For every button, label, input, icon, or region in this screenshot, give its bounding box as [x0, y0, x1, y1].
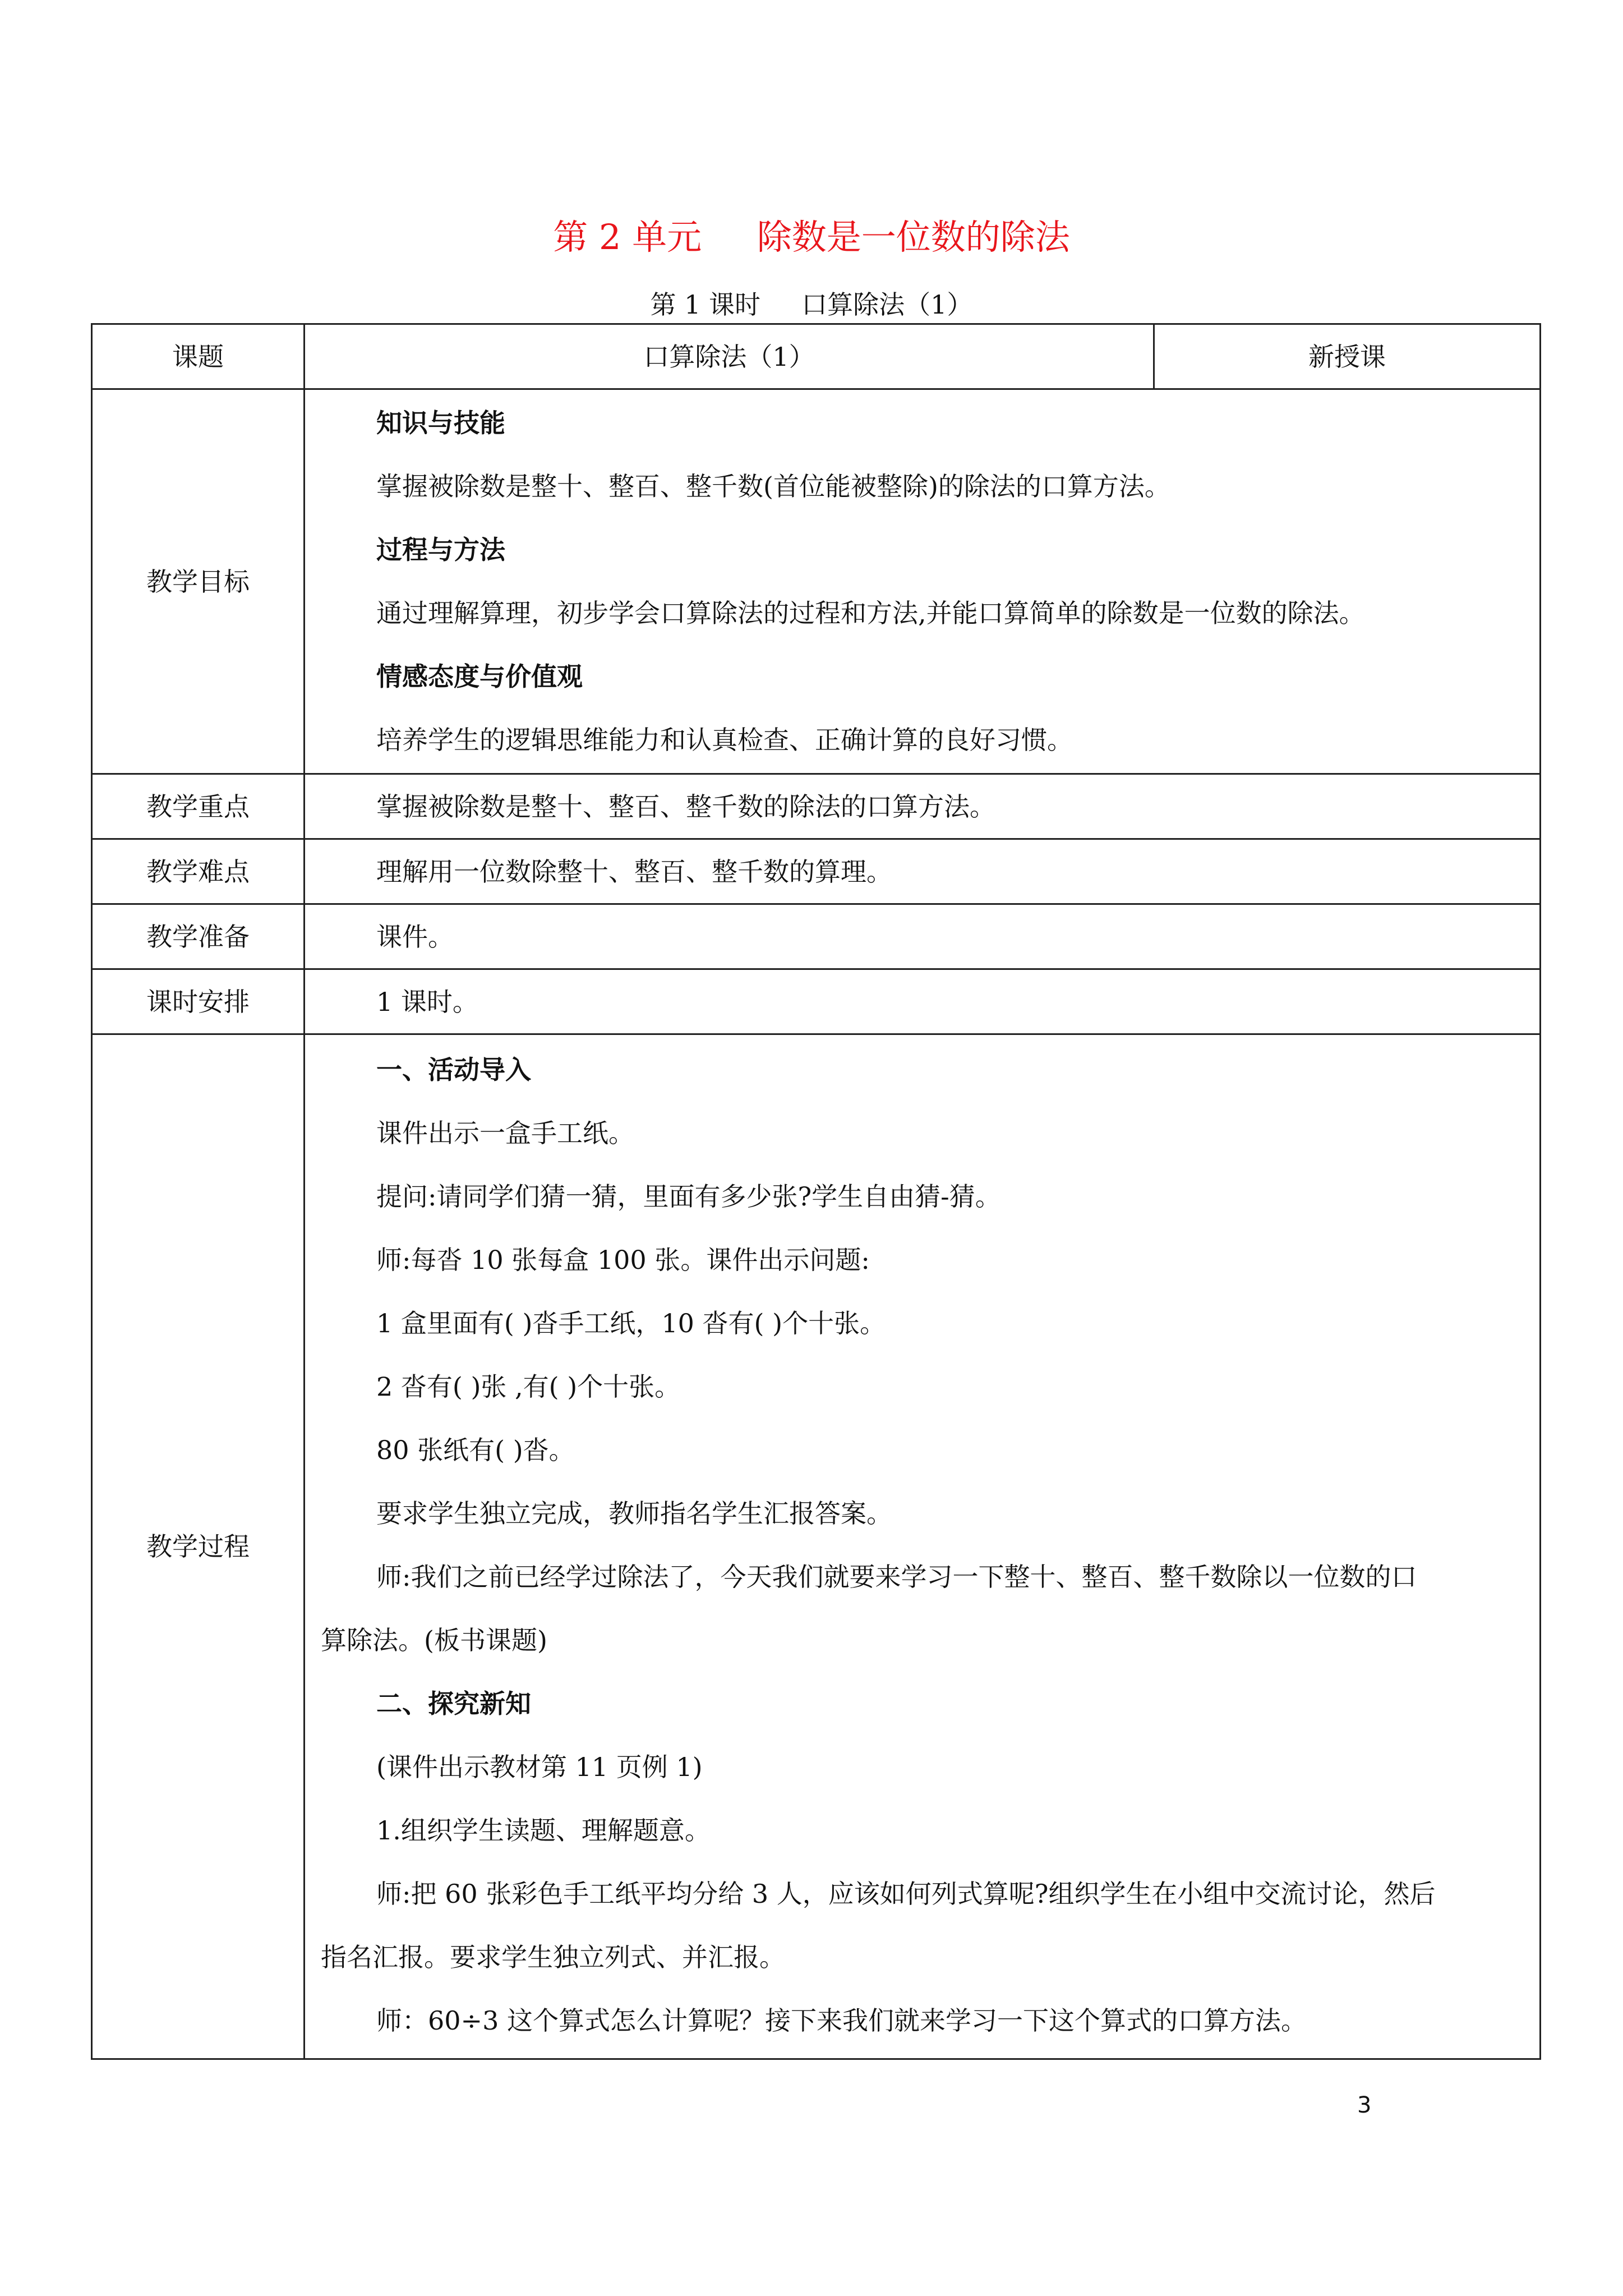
section-heading: 一、活动导入 — [376, 1055, 531, 1085]
objective-text: 通过理解算理，初步学会口算除法的过程和方法,并能口算简单的除数是一位数的除法。 — [376, 597, 1365, 628]
lesson-subtitle: 第 1 课时 口算除法（1） — [650, 289, 973, 320]
lesson-type: 新授课 — [1154, 324, 1541, 389]
schedule-label: 课时安排 — [92, 969, 305, 1034]
key-point-text: 掌握被除数是整十、整百、整千数的除法的口算方法。 — [376, 791, 995, 822]
key-point-value — [305, 774, 1541, 839]
process-text: 课件出示一盒手工纸。 — [376, 1118, 634, 1148]
difficulty-text: 理解用一位数除整十、整百、整千数的算理。 — [376, 856, 892, 887]
row-key-point — [92, 774, 1541, 839]
objective-text: 培养学生的逻辑思维能力和认真检查、正确计算的良好习惯。 — [376, 724, 1073, 755]
row-topic — [92, 324, 1541, 389]
row-process — [92, 1034, 1541, 2059]
section-heading: 过程与方法 — [376, 534, 505, 565]
lesson-plan-table — [91, 323, 1541, 2060]
process-text: 1.组织学生读题、理解题意。 — [376, 1815, 711, 1846]
process-list — [305, 1035, 1539, 2058]
row-objectives — [92, 389, 1541, 774]
preparation-text: 课件。 — [376, 921, 454, 952]
process-text: 师:我们之前已经学过除法了，今天我们就要来学习一下整十、整百、整千数除以一位数的口 — [376, 1562, 1417, 1592]
difficulty-value — [305, 839, 1541, 904]
process-text: 80 张纸有( )沓。 — [376, 1435, 575, 1465]
process-text: 提问:请同学们猜一猜，里面有多少张?学生自由猜-猜。 — [376, 1181, 1001, 1212]
key-point-label: 教学重点 — [92, 774, 305, 839]
objectives-label: 教学目标 — [92, 389, 305, 774]
topic-value: 口算除法（1） — [305, 324, 1154, 389]
process-text: 师:把 60 张彩色手工纸平均分给 3 人，应该如何列式算呢?组织学生在小组中交流讨论，然后 — [376, 1879, 1436, 1909]
process-text: 算除法。(板书课题) — [321, 1625, 547, 1655]
process-text: 2 沓有( )张 ,有( )个十张。 — [376, 1372, 681, 1402]
process-label: 教学过程 — [92, 1034, 305, 2059]
difficulty-label: 教学难点 — [92, 839, 305, 904]
preparation-value — [305, 904, 1541, 969]
page-number: 3 — [1357, 2092, 1372, 2118]
topic-label: 课题 — [92, 324, 305, 389]
section-heading: 情感态度与价值观 — [376, 661, 583, 692]
row-difficulty — [92, 839, 1541, 904]
process-text: 师:每沓 10 张每盒 100 张。课件出示问题: — [376, 1245, 870, 1275]
objectives-content — [305, 389, 1541, 774]
section-heading: 知识与技能 — [376, 407, 505, 438]
row-schedule — [92, 969, 1541, 1034]
process-text: (课件出示教材第 11 页例 1) — [376, 1752, 703, 1782]
section-heading: 二、探究新知 — [376, 1688, 531, 1719]
process-text: 师：60÷3 这个算式怎么计算呢？接下来我们就来学习一下这个算式的口算方法。 — [376, 2005, 1307, 2036]
process-text: 1 盒里面有( )沓手工纸，10 沓有( )个十张。 — [376, 1308, 886, 1338]
process-content — [305, 1034, 1541, 2059]
preparation-label: 教学准备 — [92, 904, 305, 969]
schedule-value — [305, 969, 1541, 1034]
page-title: 第 2 单元 除数是一位数的除法 — [553, 217, 1070, 257]
row-preparation — [92, 904, 1541, 969]
process-text: 要求学生独立完成，教师指名学生汇报答案。 — [376, 1498, 892, 1529]
objective-text: 掌握被除数是整十、整百、整千数(首位能被整除)的除法的口算方法。 — [376, 471, 1170, 501]
objectives-list — [305, 392, 1539, 772]
schedule-text: 1 课时。 — [376, 986, 478, 1017]
process-text: 指名汇报。要求学生独立列式、并汇报。 — [321, 1942, 785, 1972]
